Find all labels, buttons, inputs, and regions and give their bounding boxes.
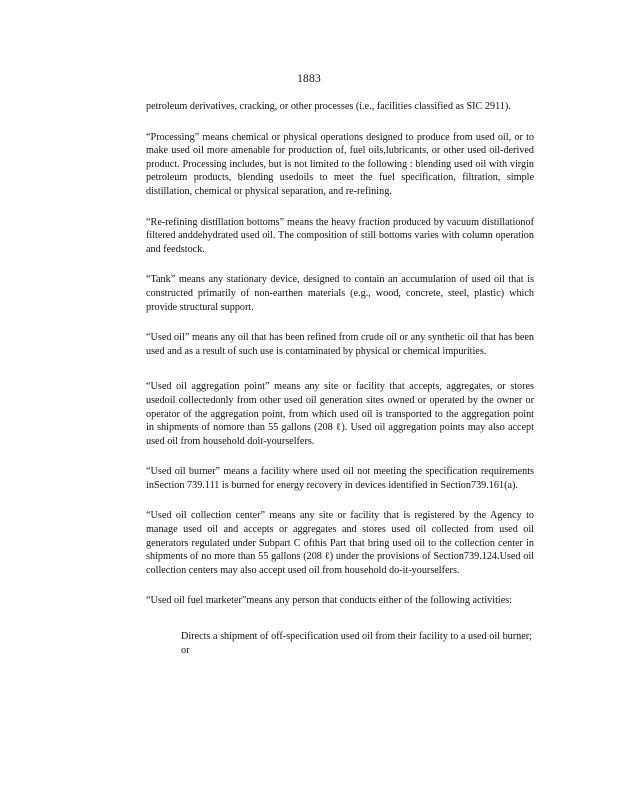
definition-used-oil-burner: “Used oil burner” means a facility where used oil not meeting the specification requirements inSection 739.111 is burned for energy recovery in devices identified in Section739.161(a).	[146, 466, 534, 491]
paragraph-continuation: petroleum derivatives, cracking, or other processes (i.e., facilities classified as SIC 2911).	[146, 101, 511, 112]
definition-used-oil-aggregation-point: “Used oil aggregation point” means any site or facility that accepts, aggregates, or stores usedoil collectedonly from other used oil generation sites owned or operated by the owner or operator of the aggregation point, from which used oil is transported to the aggregation point in shipments of nomore than 55 gallons (208 ℓ). Used oil aggregation points may also accept used oil from household doit-yourselfers.	[146, 381, 534, 447]
document-body	[146, 100, 534, 674]
definition-processing: “Processing” means chemical or physical operations designed to produce from used oil, or to make used oil more amenable for production of, fuel oils,lubricants, or other used oil-derived product. Processing includes, but is not limited to the following : blending used oil with virgin petroleum products, blending usedoils to meet the fuel specification, filtration, simple distillation, chemical or physical separation, and re-refining.	[146, 131, 534, 197]
definition-used-oil-fuel-marketer: “Used oil fuel marketer”means any person that conducts either of the following activities:	[146, 595, 513, 607]
definition-re-refining-distillation-bottoms: “Re-refining distillation bottoms” means the heavy fraction produced by vacuum distillationof filtered anddehydrated used oil. The composition of still bottoms varies with column operation and feedstock.	[146, 216, 534, 255]
page-number: 1883	[297, 73, 321, 85]
definition-used-oil: “Used oil” means any oil that has been refined from crude oil or any synthetic oil that has been used and as a result of such use is contaminated by physical or chemical impurities.	[146, 332, 534, 357]
definition-used-oil-collection-center: “Used oil collection center” means any site or facility that is registered by the Agency to manage used oil and accepts or aggregates and stores used oil collected from used oil generators regulated under Subpart C ofthis Part that bring used oil to the collection center in shipments of no more than 55 gallons (208 ℓ) under the provisions of Section739.124.Used oil collection centers may also accept used oil from household do-it-yourselfers.	[146, 510, 534, 576]
definition-tank: “Tank” means any stationary device, designed to contain an accumulation of used oil that is constructed primarily of non-earthen materials (e.g., wood, concrete, steel, plastic) which provide structural support.	[146, 274, 534, 313]
activity-item: Directs a shipment of off-specification used oil from their facility to a used oil burner; or	[181, 631, 532, 656]
